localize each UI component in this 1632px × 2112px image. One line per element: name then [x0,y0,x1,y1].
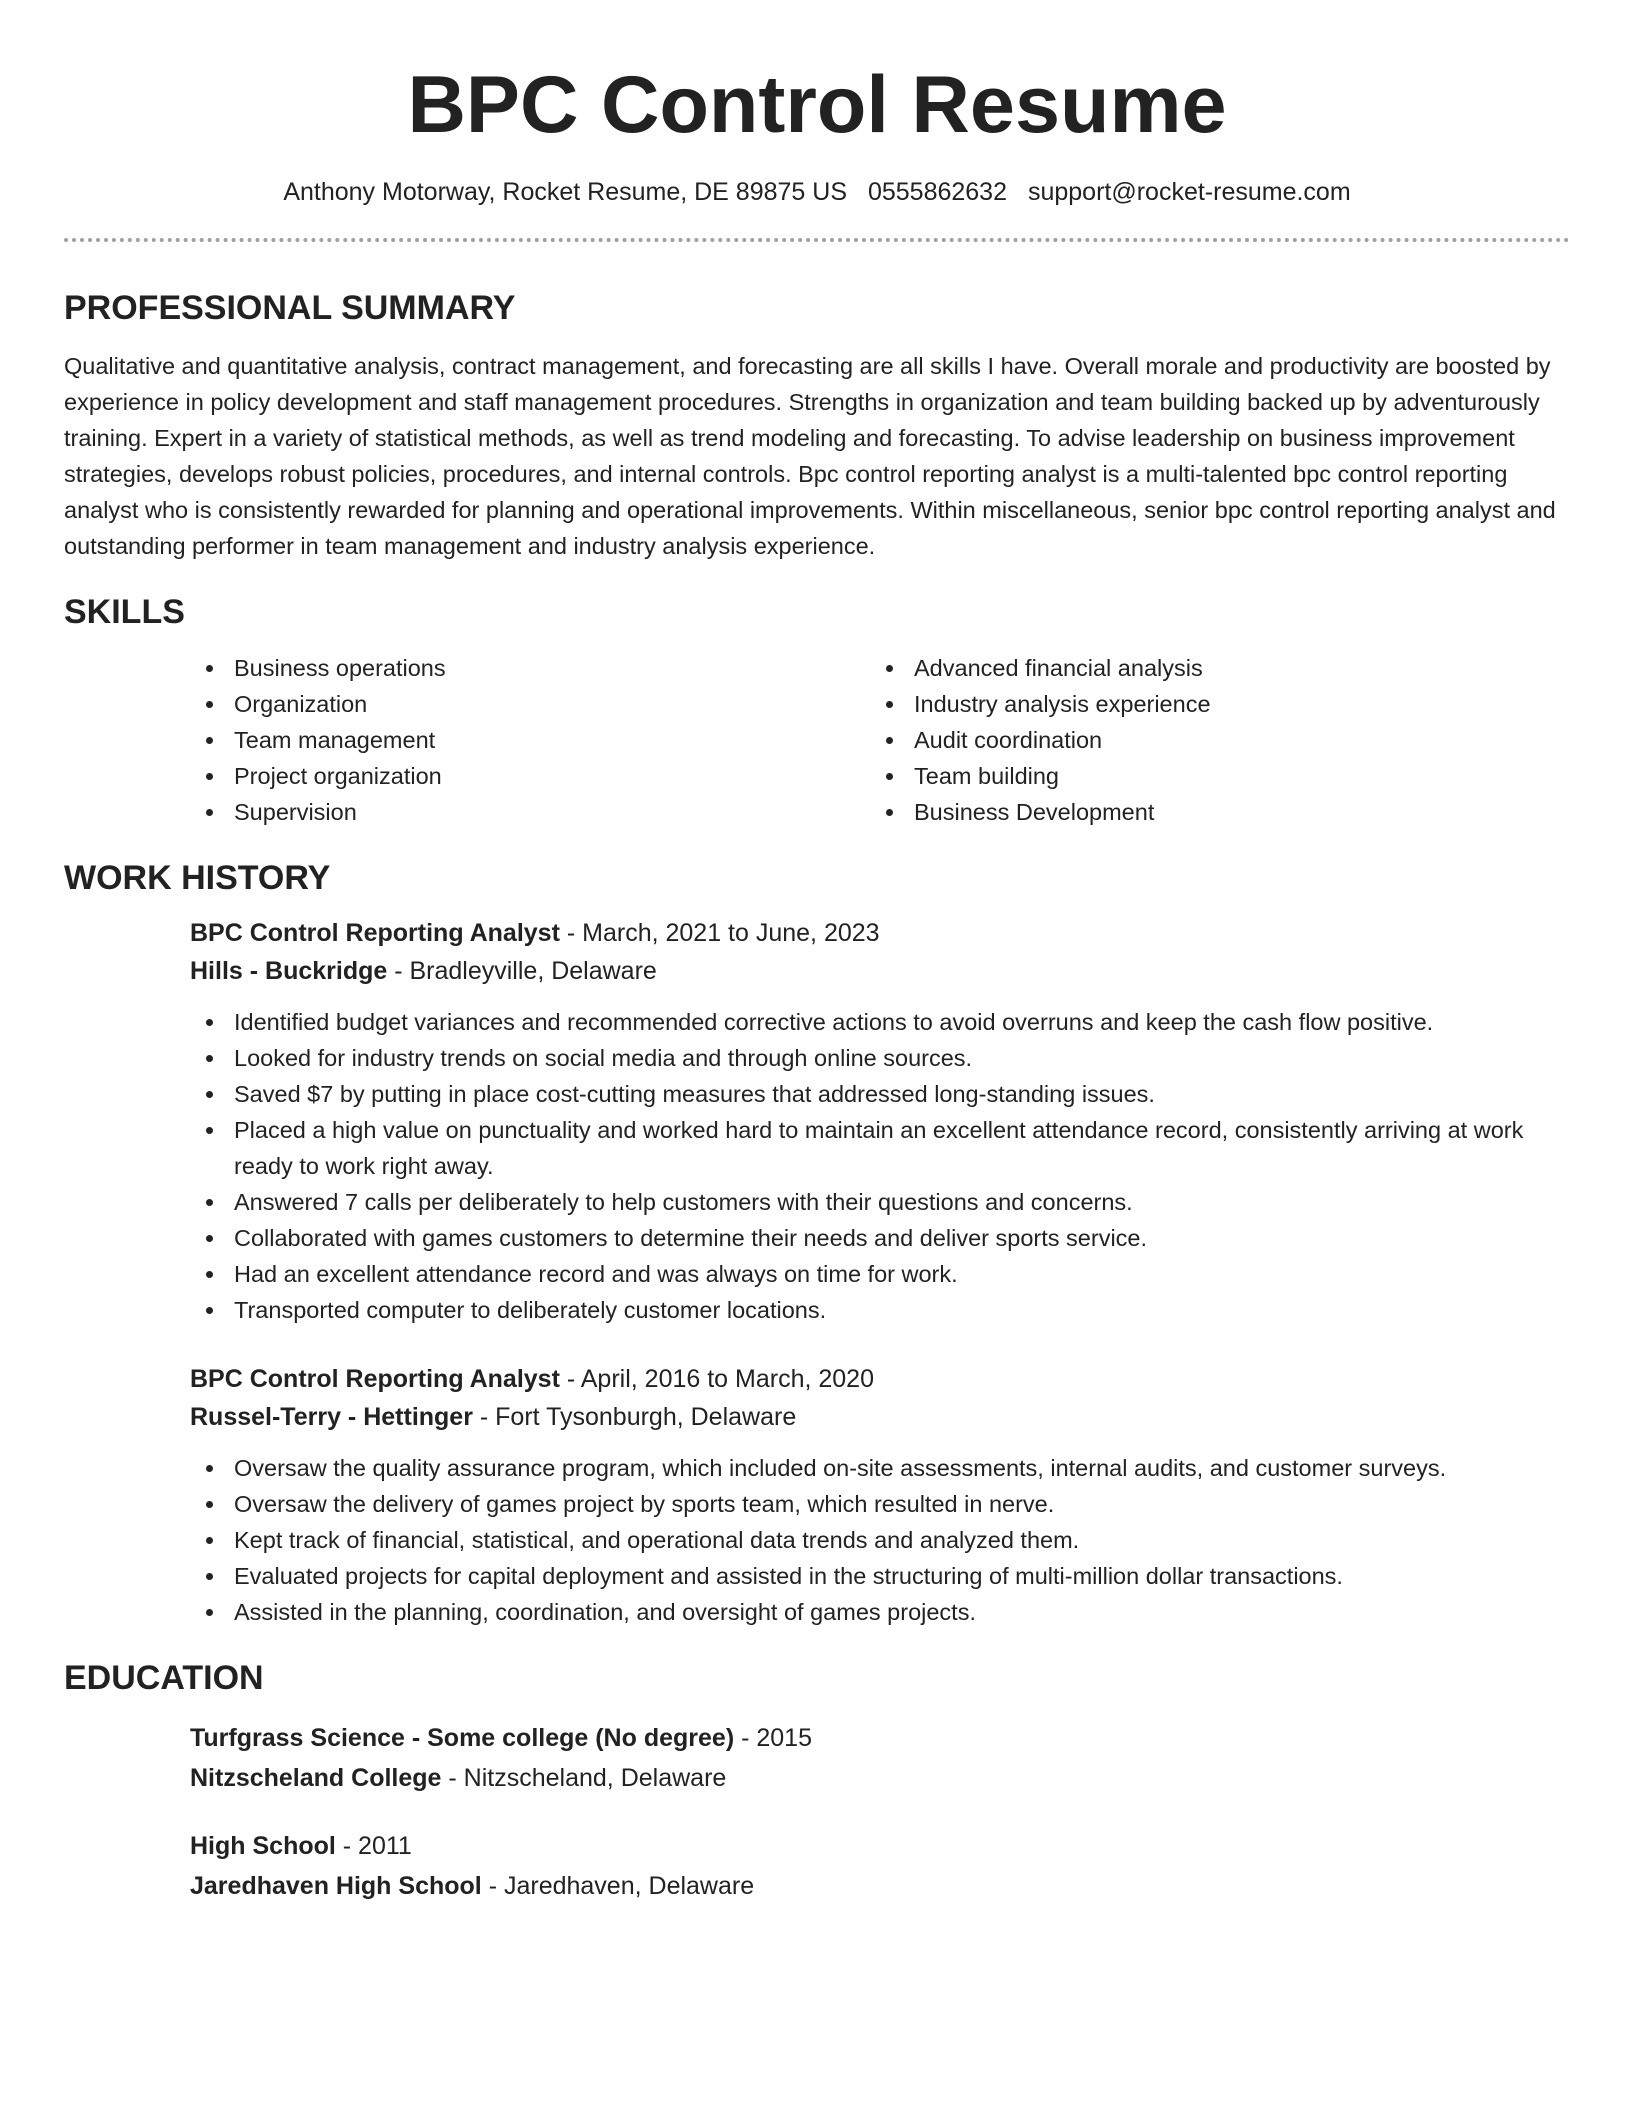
skill-item: Project organization [190,758,870,794]
skill-item: Supervision [190,794,870,830]
job-title: BPC Control Reporting Analyst [190,919,560,947]
summary-heading: PROFESSIONAL SUMMARY [64,289,516,327]
work-section [64,856,1570,1630]
work-heading: WORK HISTORY [64,859,331,897]
job-bullet: Oversaw the delivery of games project by sports team, which resulted in nerve. [190,1486,1570,1522]
resume-page [64,50,1570,1906]
education-location: - Jaredhaven, Delaware [481,1872,755,1900]
job-dates: - April, 2016 to March, 2020 [559,1365,874,1393]
skill-item: Business operations [190,650,870,686]
skills-list-right [870,650,1550,830]
education-location: - Nitzscheland, Delaware [441,1764,727,1792]
job-company: Hills - Buckridge [190,957,388,985]
job-bullet: Kept track of financial, statistical, and operational data trends and analyzed them. [190,1522,1570,1558]
resume-title: BPC Control Resume [407,60,1227,150]
job-bullets [190,1450,1570,1630]
job-title-line [190,1360,1570,1398]
skills-grid [190,650,1570,830]
contact-line [64,174,1570,210]
education-school: Nitzscheland College [190,1764,442,1792]
skill-item: Business Development [870,794,1550,830]
education-school-line [190,1866,1570,1906]
job-bullet: Transported computer to deliberately customer locations. [190,1292,1570,1328]
job-bullet: Assisted in the planning, coordination, and oversight of games projects. [190,1594,1570,1630]
skill-item: Team building [870,758,1550,794]
job-bullets [190,1004,1570,1328]
contact-address: Anthony Motorway, Rocket Resume, DE 89875 US [283,178,847,206]
job-title-line [190,914,1570,952]
skill-item: Industry analysis experience [870,686,1550,722]
job-location: - Fort Tysonburgh, Delaware [472,1403,797,1431]
skills-list-left [190,650,870,830]
job-bullet: Answered 7 calls per deliberately to help customers with their questions and concerns. [190,1184,1570,1220]
education-year: - 2015 [734,1724,812,1752]
education-degree-line [190,1718,1570,1758]
job-location: - Bradleyville, Delaware [387,957,657,985]
skill-item: Team management [190,722,870,758]
education-school: Jaredhaven High School [190,1872,482,1900]
education-entry [190,1718,1570,1798]
job-bullet: Had an excellent attendance record and was always on time for work. [190,1256,1570,1292]
job-entry [190,914,1570,1328]
education-heading: EDUCATION [64,1659,264,1697]
job-company: Russel-Terry - Hettinger [190,1403,473,1431]
job-bullet: Evaluated projects for capital deployment and assisted in the structuring of multi-million dollar transactions. [190,1558,1570,1594]
education-school-line [190,1758,1570,1798]
skill-item: Organization [190,686,870,722]
job-company-line [190,1398,1570,1436]
job-bullet: Collaborated with games customers to determine their needs and deliver sports service. [190,1220,1570,1256]
education-year: - 2011 [335,1832,412,1860]
header-divider [64,238,1570,242]
job-title: BPC Control Reporting Analyst [190,1365,560,1393]
education-section [64,1656,1570,1906]
job-entry [190,1360,1570,1630]
job-bullet: Identified budget variances and recommended corrective actions to avoid overruns and keep the cash flow positive. [190,1004,1570,1040]
job-dates: - March, 2021 to June, 2023 [559,919,880,947]
job-company-line [190,952,1570,990]
skills-heading: SKILLS [64,593,185,631]
summary-section [64,286,1570,564]
skills-section [64,590,1570,830]
job-bullet: Saved $7 by putting in place cost-cutting measures that addressed long-standing issues. [190,1076,1570,1112]
contact-phone: 0555862632 [867,178,1007,206]
contact-email: support@rocket-resume.com [1027,178,1351,206]
education-degree-line [190,1826,1570,1866]
job-bullet: Placed a high value on punctuality and worked hard to maintain an excellent attendance record, consistently arriving at work ready to work right away. [190,1112,1570,1184]
job-bullet: Looked for industry trends on social media and through online sources. [190,1040,1570,1076]
skill-item: Audit coordination [870,722,1550,758]
skill-item: Advanced financial analysis [870,650,1550,686]
summary-text: Qualitative and quantitative analysis, contract management, and forecasting are all skills I have. Overall morale and productivity are boosted by experience in policy development and staff management procedures. Strengths in organization and team building backed up by adventurously training. Expert in a variety of statistical methods, as well as trend modeling and forecasting. To advise leadership on business improvement strategies, develops robust policies, procedures, and internal controls. Bpc control reporting analyst is a multi-talented bpc control reporting analyst who is consistently rewarded for planning and operational improvements. Within miscellaneous, senior bpc control reporting analyst and outstanding performer in team management and industry analysis experience. [64,353,1556,559]
education-degree: High School [190,1832,336,1860]
job-bullet: Oversaw the quality assurance program, which included on-site assessments, internal audits, and customer surveys. [190,1450,1570,1486]
education-entry [190,1826,1570,1906]
education-degree: Turfgrass Science - Some college (No degree) [190,1724,735,1752]
